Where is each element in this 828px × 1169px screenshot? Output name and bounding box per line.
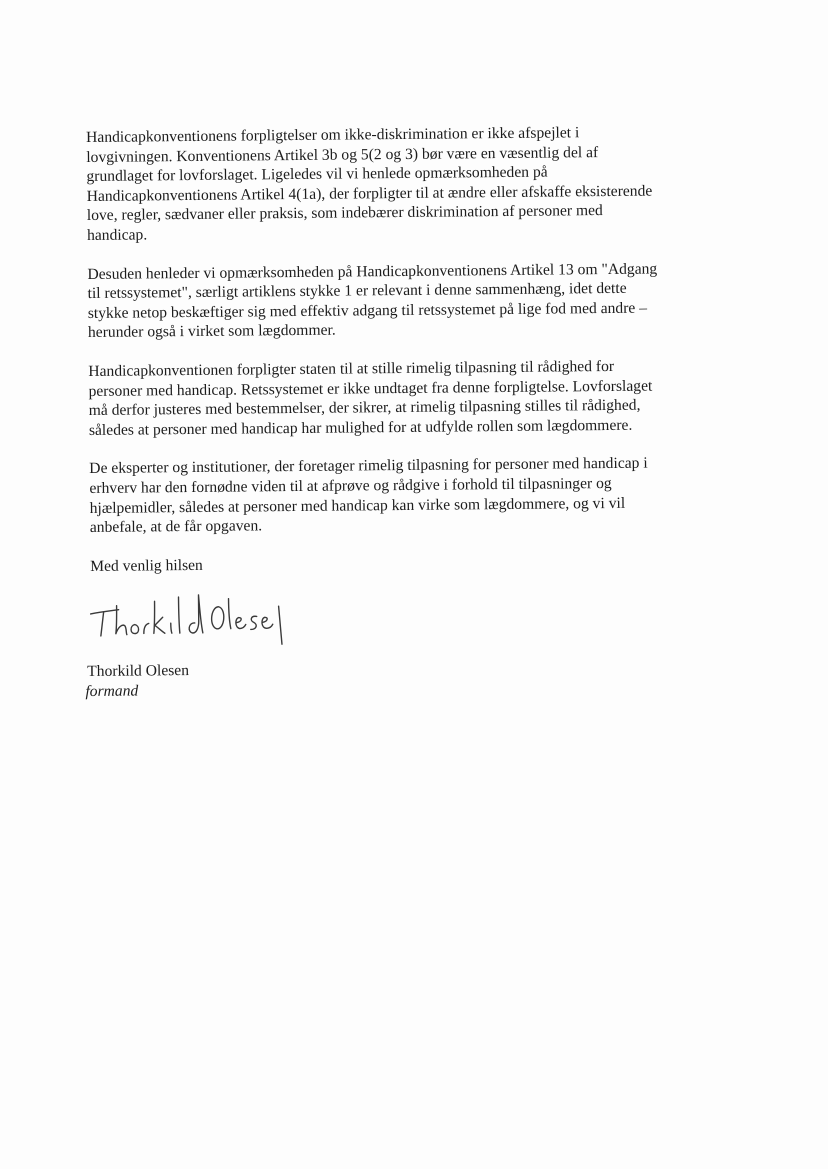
paragraph-experts-recommendation: De eksperter og institutioner, der foretager rimelig tilpasning for personer med handicap i erhverv har den fornødne viden til at afprøve og rådgive i forhold til tilpasninger og hjælpemidler, således at personer med handicap kan virke som lægdommere, og vi vil anbefale, at de får opgaven. (89, 454, 648, 537)
handwritten-signature (86, 584, 287, 656)
closing-greeting: Med venlig hilsen (90, 556, 203, 575)
paragraph-nondiscrimination: Handicapkonventionens forpligtelser om ikke-diskrimination er ikke afspejlet i lovgivningen. Konventionens Artikel 3b og 5(2 og 3) bør være en væsentlig del af grundlaget for lovforslaget. Ligeledes vil vi henlede opmærksomheden på Handicapkonventionens Artikel 4(1a), der forpligter til at ændre eller afskaffe eksisterende love, regler, sædvaner eller praksis, som indebærer diskrimination af personer med handicap. (86, 124, 653, 244)
paragraph-reasonable-accommodation: Handicapkonventionen forpligter staten til at stille rimelig tilpasning til rådighed for personer med handicap. Retssystemet er ikke undtaget fra denne forpligtelse. Lovforslaget må derfor justeres med bestemmelser, der sikrer, at rimelig tilpasning stilles til rådighed, således at personer med handicap har mulighed for at udfylde rollen som lægdommere. (88, 357, 653, 439)
letter-body (86, 122, 727, 702)
signer-title: formand (85, 682, 139, 700)
signer-name: Thorkild Olesen (87, 662, 190, 681)
paragraph-access-to-justice: Desuden henleder vi opmærksomheden på Handicapkonventionens Artikel 13 om "Adgang til retssystemet", særligt artiklens stykke 1 er relevant i denne sammenhæng, idet dette stykke netop beskæftiger sig med effektiv adgang til retssystemet på lige fod med andre – herunder også i virket som lægdommer. (87, 260, 658, 342)
